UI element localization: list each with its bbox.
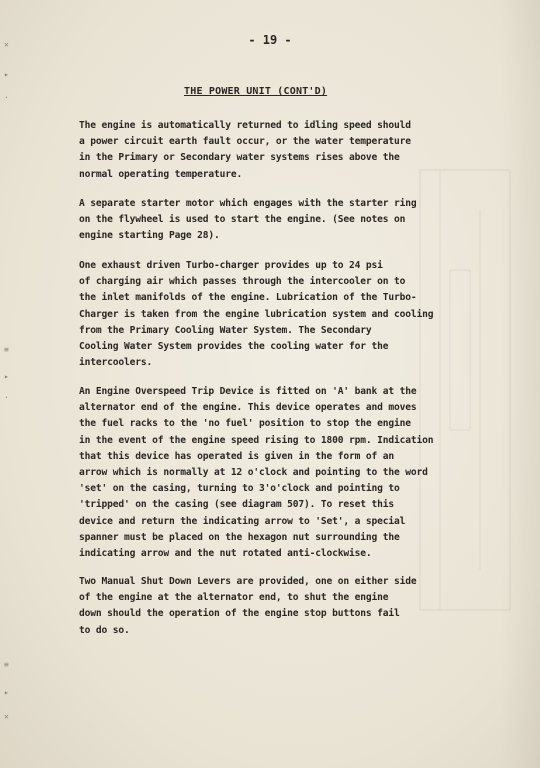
- margin-mark: ≡: [4, 345, 9, 354]
- text-line: An Engine Overspeed Trip Device is fitted on 'A' bank at the: [79, 386, 417, 397]
- page-number: - 19 -: [248, 33, 292, 47]
- text-line: A separate starter motor which engages with the starter ring: [79, 198, 417, 209]
- text-line: on the flywheel is used to start the engine. (See notes on: [79, 214, 406, 226]
- section-title: THE POWER UNIT (CONT'D): [184, 86, 328, 97]
- text-line: device and return the indicating arrow to 'Set', a special: [79, 515, 406, 527]
- margin-mark: ✕: [4, 712, 9, 721]
- text-line: the fuel racks to the 'no fuel' position to stop the engine: [79, 418, 411, 430]
- text-line: in the Primary or Secondary water systems rises above the: [79, 152, 400, 164]
- text-line: alternator end of the engine. This device operates and moves: [79, 402, 417, 414]
- text-line: arrow which is normally at 12 o'clock and pointing to the word: [79, 466, 428, 478]
- text-line: to do so.: [79, 624, 130, 636]
- text-line: the inlet manifolds of the engine. Lubrication of the Turbo-: [79, 292, 417, 304]
- text-line: Cooling Water System provides the cooling water for the: [79, 340, 389, 352]
- margin-mark: ·: [4, 93, 9, 102]
- text-line: One exhaust driven Turbo-charger provides up to 24 psi: [79, 260, 383, 271]
- margin-mark: ▸: [4, 70, 9, 79]
- text-line: engine starting Page 28).: [79, 230, 220, 242]
- text-line: down should the operation of the engine stop buttons fail: [79, 608, 400, 620]
- margin-mark: ·: [4, 393, 9, 402]
- text-line: from the Primary Cooling Water System. The Secondary: [79, 324, 372, 336]
- margin-mark: ≡: [4, 660, 9, 669]
- text-line: spanner must be placed on the hexagon nut surrounding the: [79, 531, 400, 543]
- text-line: Two Manual Shut Down Levers are provided, one on either side: [79, 576, 417, 587]
- text-line: 'set' on the casing, turning to 3'o'clock and pointing to: [79, 483, 400, 495]
- text-line: intercoolers.: [79, 357, 153, 369]
- text-line: The engine is automatically returned to idling speed should: [79, 120, 411, 131]
- text-line: that this device has operated is given in the form of an: [79, 450, 395, 462]
- paragraph-starter-motor: [79, 196, 469, 245]
- text-line: indicating arrow and the nut rotated anti-clockwise.: [79, 547, 372, 559]
- paragraph-auto-idle: [79, 118, 469, 183]
- text-line: 'tripped' on the casing (see diagram 507). To reset this: [79, 499, 395, 511]
- paragraph-shut-down-levers: [79, 574, 469, 639]
- text-line: of charging air which passes through the intercooler on to: [79, 276, 406, 288]
- margin-mark: ✕: [4, 40, 9, 49]
- text-line: Charger is taken from the engine lubrication system and cooling: [79, 308, 434, 320]
- paragraph-turbocharger: [79, 258, 469, 371]
- text-line: of the engine at the alternator end, to shut the engine: [79, 592, 389, 604]
- text-line: normal operating temperature.: [79, 168, 243, 180]
- margin-mark: ▸: [4, 688, 9, 697]
- margin-mark: ▸: [4, 372, 9, 381]
- text-line: in the event of the engine speed rising to 1800 rpm. Indication: [79, 434, 434, 446]
- paragraph-overspeed-trip: [79, 384, 469, 562]
- text-line: a power circuit earth fault occur, or the water temperature: [79, 136, 411, 148]
